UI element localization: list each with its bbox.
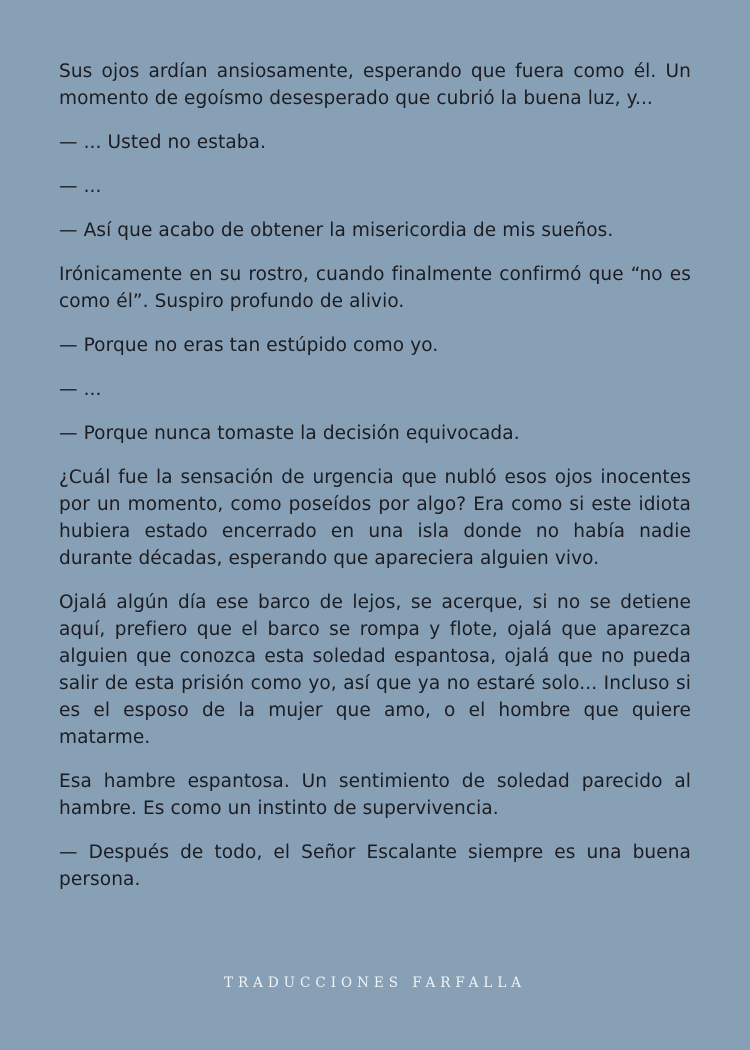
- paragraph-2: Irónicamente en su rostro, cuando finalmente confirmó que “no es como él”. Suspiro profundo de alivio.: [59, 264, 691, 312]
- dialogue-line-3: — Así que acabo de obtener la misericordia de mis sueños.: [59, 220, 614, 241]
- paragraph-5: Esa hambre espantosa. Un sentimiento de soledad parecido al hambre. Es como un instinto de supervivencia.: [59, 771, 691, 819]
- page-body: [59, 58, 691, 910]
- dialogue-line-1: — ... Usted no estaba.: [59, 132, 267, 153]
- footer-credit: TRADUCCIONES FARFALLA: [223, 975, 527, 991]
- dialogue-line-4: — Porque no eras tan estúpido como yo.: [59, 335, 439, 356]
- dialogue-line-2: — ...: [59, 176, 102, 197]
- paragraph-1: Sus ojos ardían ansiosamente, esperando que fuera como él. Un momento de egoísmo desesperado que cubrió la buena luz, y...: [59, 61, 691, 109]
- dialogue-line-7: — Después de todo, el Señor Escalante siempre es una buena persona.: [59, 842, 691, 890]
- dialogue-line-6: — Porque nunca tomaste la decisión equivocada.: [59, 423, 520, 444]
- dialogue-line-5: — ...: [59, 379, 102, 400]
- paragraph-4: Ojalá algún día ese barco de lejos, se acerque, si no se detiene aquí, prefiero que el barco se rompa y flote, ojalá que aparezca alguien que conozca esta soledad espantosa, ojalá que no pueda salir de esta prisión como yo, así que ya no estaré solo... Incluso si es el esposo de la mujer que amo, o el hombre que quiere matarme.: [59, 592, 691, 748]
- paragraph-3: ¿Cuál fue la sensación de urgencia que nubló esos ojos inocentes por un momento, como poseídos por algo? Era como si este idiota hubiera estado encerrado en una isla donde no había nadie durante décadas, esperando que apareciera alguien vivo.: [59, 467, 691, 569]
